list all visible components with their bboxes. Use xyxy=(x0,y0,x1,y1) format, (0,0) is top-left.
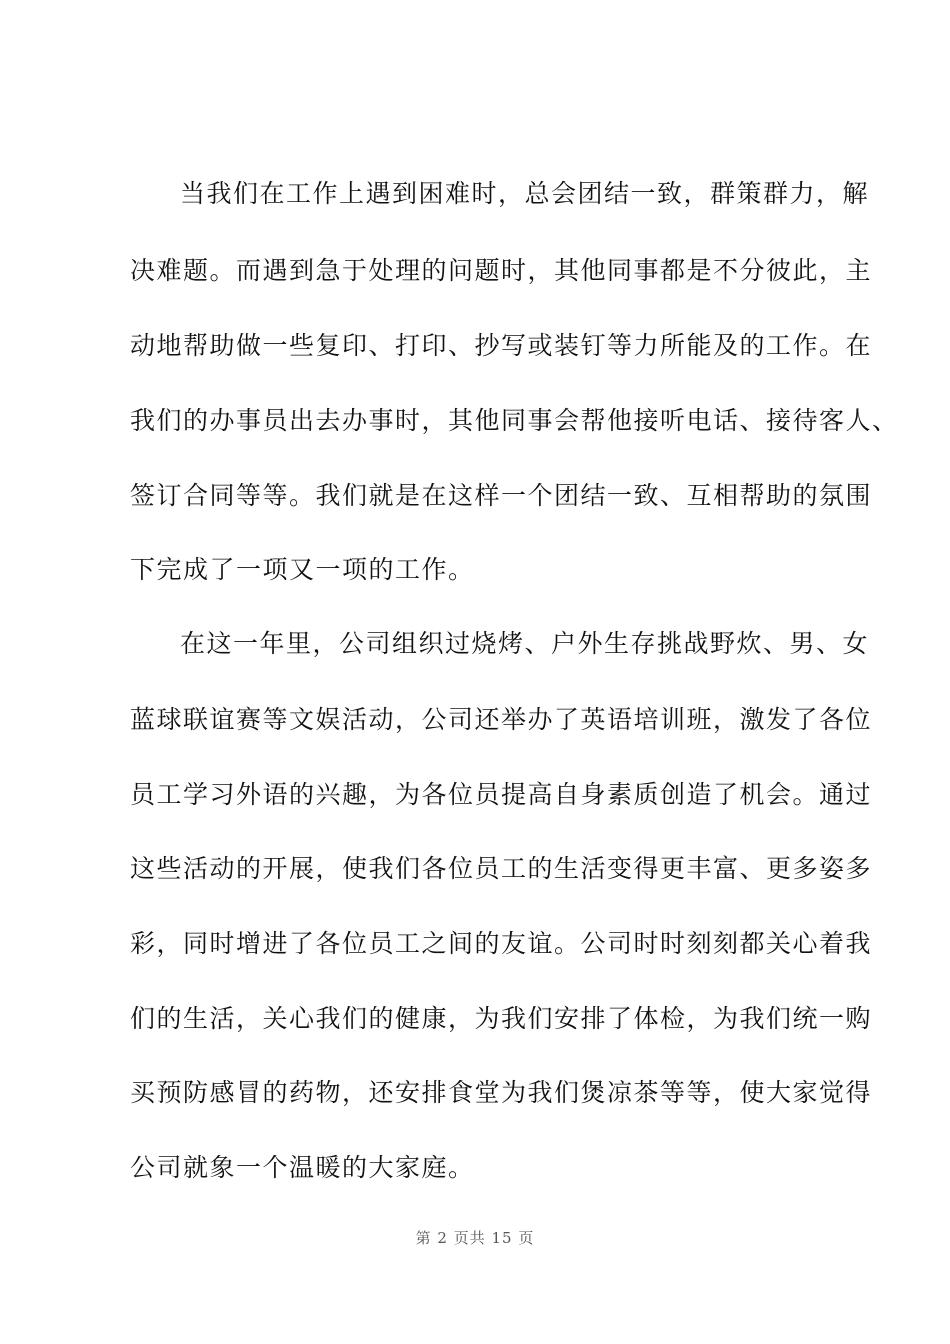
page-number-footer: 第 2 页共 15 页 xyxy=(415,1229,535,1247)
paragraph-2-line-1: 在这一年里，公司组织过烧烤、户外生存挑战野炊、男、女 xyxy=(180,629,870,658)
paragraph-1-line-2: 决难题。而遇到急于处理的问题时，其他同事都是不分彼此，主 xyxy=(130,256,873,285)
paragraph-1-line-3: 动地帮助做一些复印、打印、抄写或装钉等力所能及的工作。在 xyxy=(130,331,873,360)
paragraph-1-line-5: 签订合同等等。我们就是在这样一个团结一致、互相帮助的氛围 xyxy=(130,481,873,510)
paragraph-2-line-6: 们的生活，关心我们的健康，为我们安排了体检，为我们统一购 xyxy=(130,1004,873,1033)
paragraph-1-line-6: 下完成了一项又一项的工作。 xyxy=(130,555,475,584)
paragraph-2-line-2: 蓝球联谊赛等文娱活动，公司还举办了英语培训班，激发了各位 xyxy=(130,705,873,734)
paragraph-1-line-1: 当我们在工作上遇到困难时，总会团结一致，群策群力，解 xyxy=(180,179,870,208)
paragraph-2-line-7: 买预防感冒的药物，还安排食堂为我们煲凉茶等等，使大家觉得 xyxy=(130,1078,873,1107)
paragraph-2-line-5: 彩，同时增进了各位员工之间的友谊。公司时时刻刻都关心着我 xyxy=(130,929,873,958)
paragraph-1-line-4: 我们的办事员出去办事时，其他同事会帮他接听电话、接待客人、 xyxy=(130,406,899,435)
paragraph-2-line-4: 这些活动的开展，使我们各位员工的生活变得更丰富、更多姿多 xyxy=(130,854,873,883)
paragraph-2-line-8: 公司就象一个温暖的大家庭。 xyxy=(130,1153,475,1182)
paragraph-2-line-3: 员工学习外语的兴趣，为各位员提高自身素质创造了机会。通过 xyxy=(130,780,873,809)
